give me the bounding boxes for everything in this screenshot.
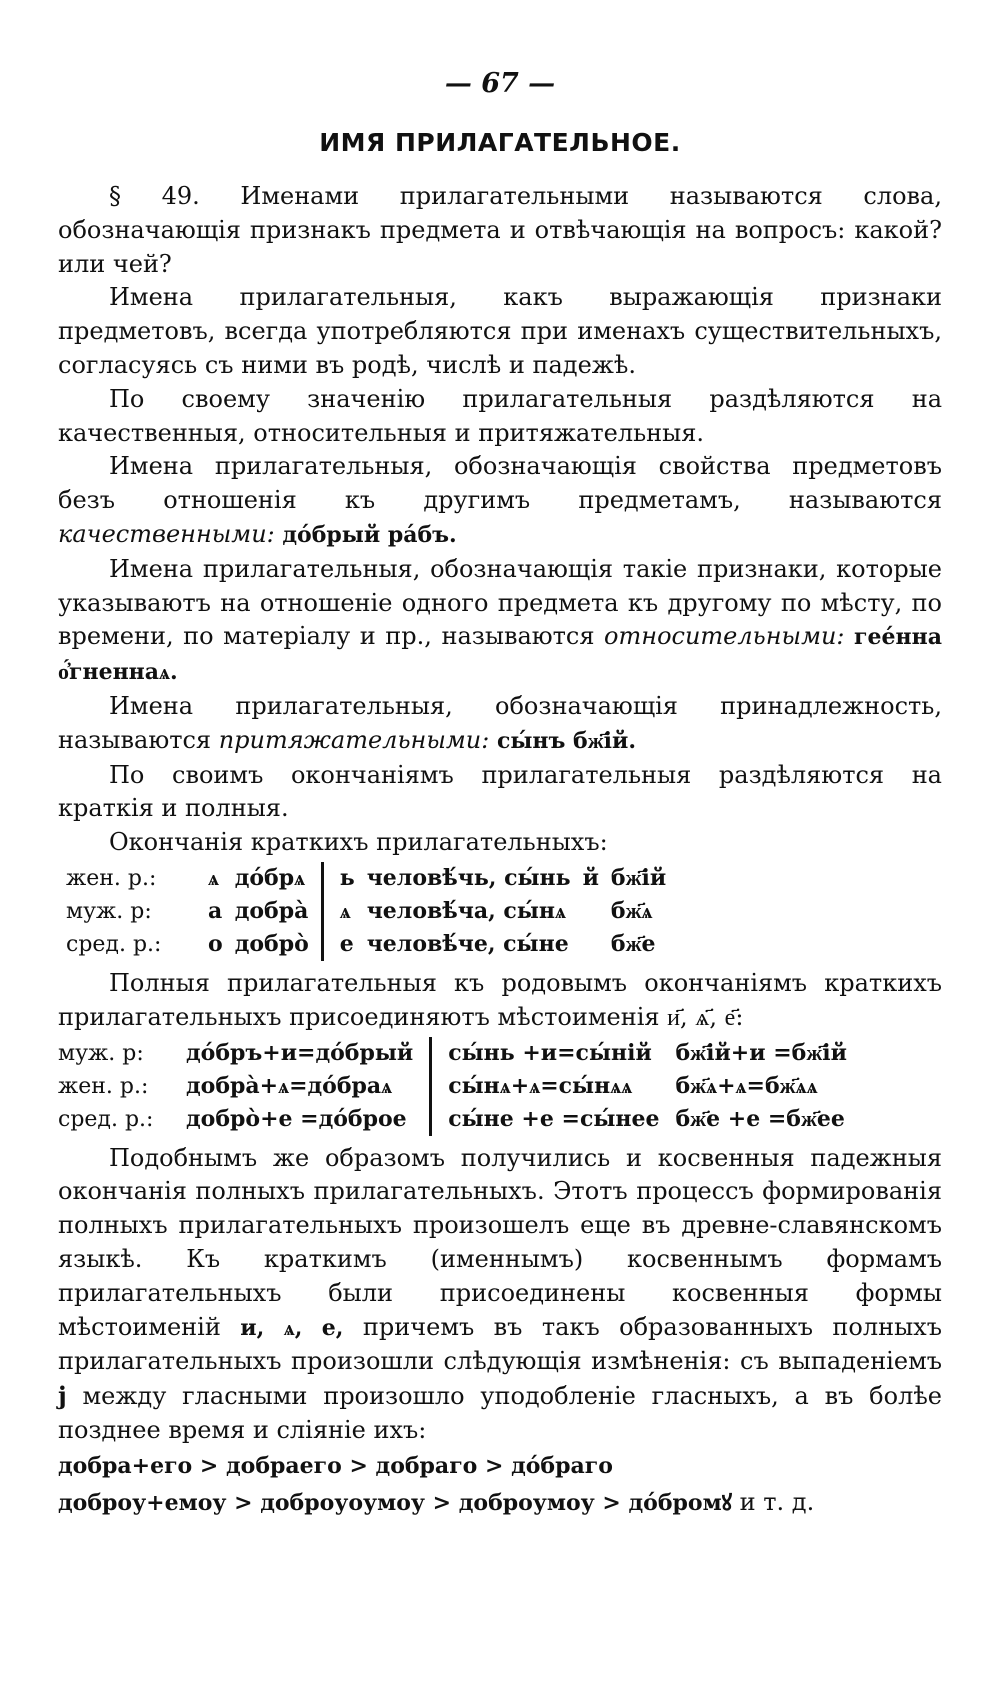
paragraph-4-text: Имена прилагательныя, обозначающія свойства предметовъ безъ отношенія къ другимъ предметамъ, называются xyxy=(58,452,942,515)
gender-label: сред. р.: xyxy=(66,931,162,957)
term-possessive: притяжательными: xyxy=(218,725,490,754)
ending: й xyxy=(582,864,599,891)
short-endings-table xyxy=(66,862,678,961)
formation-example: до́бръ+и=до́брый xyxy=(186,1039,414,1066)
example-word: бж҃ій xyxy=(610,864,667,891)
paragraph-10-text-1: Подобнымъ же образомъ получились и косвенныя падежныя окончанія полныхъ прилагательныхъ. Этотъ процессъ формированія полныхъ прилагательныхъ произошелъ еще въ древне-славянскомъ языкѣ. Къ краткимъ (именнымъ) косвеннымъ формамъ прилагательныхъ были присоединены косвенныя формы мѣстоименій xyxy=(58,1143,942,1341)
example-possessive: сы́нъ бж҃ій. xyxy=(496,727,637,754)
ending: а xyxy=(208,897,223,924)
body-text xyxy=(58,180,942,1521)
ending: ь xyxy=(322,862,366,895)
ending xyxy=(583,895,611,928)
paragraph-7: По своимъ окончаніямъ прилагательныя раздѣляются на краткія и полныя. xyxy=(58,760,942,823)
example-word: до́брѧ xyxy=(234,864,306,891)
example-line-2-tail: и т. д. xyxy=(732,1487,815,1516)
ending: ѧ xyxy=(208,864,219,891)
gender-label: жен. р.: xyxy=(58,1073,149,1099)
paragraph-6-text: Имена прилагательныя, обозначающія принадлежность, называются xyxy=(58,691,942,754)
full-endings-table xyxy=(58,1037,863,1136)
jot-letter: j xyxy=(58,1381,67,1411)
page-number: — 67 — xyxy=(444,68,556,99)
example-word: добро̀ xyxy=(234,930,309,957)
paragraph-9: Полныя прилагательныя къ родовымъ окончаніямъ краткихъ прилагательныхъ присоединяютъ мѣстоименія и҃, ѧ҃, е҃: xyxy=(58,968,942,1031)
paragraph-10-text-2: причемъ въ такъ образованныхъ полныхъ прилагательныхъ произошли слѣдующія измѣненія: съ выпаденіемъ xyxy=(58,1312,942,1376)
ending: е xyxy=(322,928,366,961)
formation-example: бж҃ѧ+ѧ=бж҃ѧѧ xyxy=(675,1072,818,1099)
gender-label: жен. р.: xyxy=(66,865,157,891)
paragraph-10-text-3: между гласными произошло уподобленіе гласныхъ, а въ болѣе позднее время и сліяніе ихъ: xyxy=(58,1382,942,1444)
term-qualitative: качественными: xyxy=(58,519,275,548)
paragraph-8: Окончанія краткихъ прилагательныхъ: xyxy=(109,828,608,857)
paragraph-6 xyxy=(58,690,942,759)
paragraph-10 xyxy=(58,1142,942,1448)
example-line-1: добра+его > добраего > добраго > до́браго xyxy=(58,1452,613,1479)
paragraph-1: § 49. Именами прилагательными называются слова, обозначающія признакъ предмета и отвѣчающія на вопросъ: какой? или чей? xyxy=(58,182,942,278)
paragraph-5 xyxy=(58,553,942,690)
full-endings-row xyxy=(58,1070,863,1103)
full-endings-row xyxy=(58,1037,863,1070)
ending xyxy=(583,928,611,961)
example-word: человѣ́че, сы́не xyxy=(366,930,569,957)
formation-example: сы́нѧ+ѧ=сы́нѧѧ xyxy=(431,1070,676,1103)
short-endings-row xyxy=(66,862,678,895)
formation-example: сы́не +е =сы́нее xyxy=(431,1103,676,1136)
paragraph-4 xyxy=(58,450,942,552)
example-qualitative: до́брый ра́бъ. xyxy=(282,521,457,548)
gender-label: муж. р: xyxy=(66,898,152,924)
term-relative: относительными: xyxy=(604,622,845,651)
gender-label: сред. р.: xyxy=(58,1106,154,1132)
formation-example: добра̀+ѧ=до́браѧ xyxy=(186,1072,393,1099)
ending: о xyxy=(208,930,223,957)
example-word: добра̀ xyxy=(234,897,309,924)
example-line-2-forms: доброу+емоу > доброуоумоу > доброумоу > до́бромꙋ xyxy=(58,1489,732,1516)
example-word: бж҃ѧ xyxy=(610,897,653,924)
formation-example: бж҃ій+и =бж҃ій xyxy=(675,1039,847,1066)
full-endings-row xyxy=(58,1103,863,1136)
short-endings-row xyxy=(66,928,678,961)
example-word: человѣ́ча, сы́нѧ xyxy=(366,897,566,924)
section-title: ИМЯ ПРИЛАГАТЕЛЬНОЕ. xyxy=(319,128,681,157)
paragraph-3: По своему значенію прилагательныя раздѣляются на качественныя, относительныя и притяжательныя. xyxy=(58,384,942,447)
formation-example: бж҃е +е =бж҃ее xyxy=(675,1105,845,1132)
ending: ѧ xyxy=(322,895,366,928)
example-line-2 xyxy=(58,1484,942,1521)
paragraph-5-text: Имена прилагательныя, обозначающія такіе признаки, которые указываютъ на отношеніе одного предмета къ другому по мѣсту, по времени, по матеріалу и пр., называются xyxy=(58,554,942,651)
short-endings-row xyxy=(66,895,678,928)
example-word: человѣ́чь, сы́нь xyxy=(366,864,571,891)
example-word: бж҃е xyxy=(610,930,656,957)
paragraph-2: Имена прилагательныя, какъ выражающія признаки предметовъ, всегда употребляются при именахъ существительныхъ, согласуясь съ ними въ родѣ, числѣ и падежѣ. xyxy=(58,283,942,379)
formation-example: сы́нь +и=сы́ній xyxy=(431,1037,676,1070)
example-relative: гее́нна о҆́гненнаѧ. xyxy=(58,624,942,686)
formation-example: добро̀+е =до́брое xyxy=(186,1105,407,1132)
gender-label: муж. р: xyxy=(58,1040,144,1066)
pronouns-list: и, ѧ, е, xyxy=(240,1314,344,1341)
